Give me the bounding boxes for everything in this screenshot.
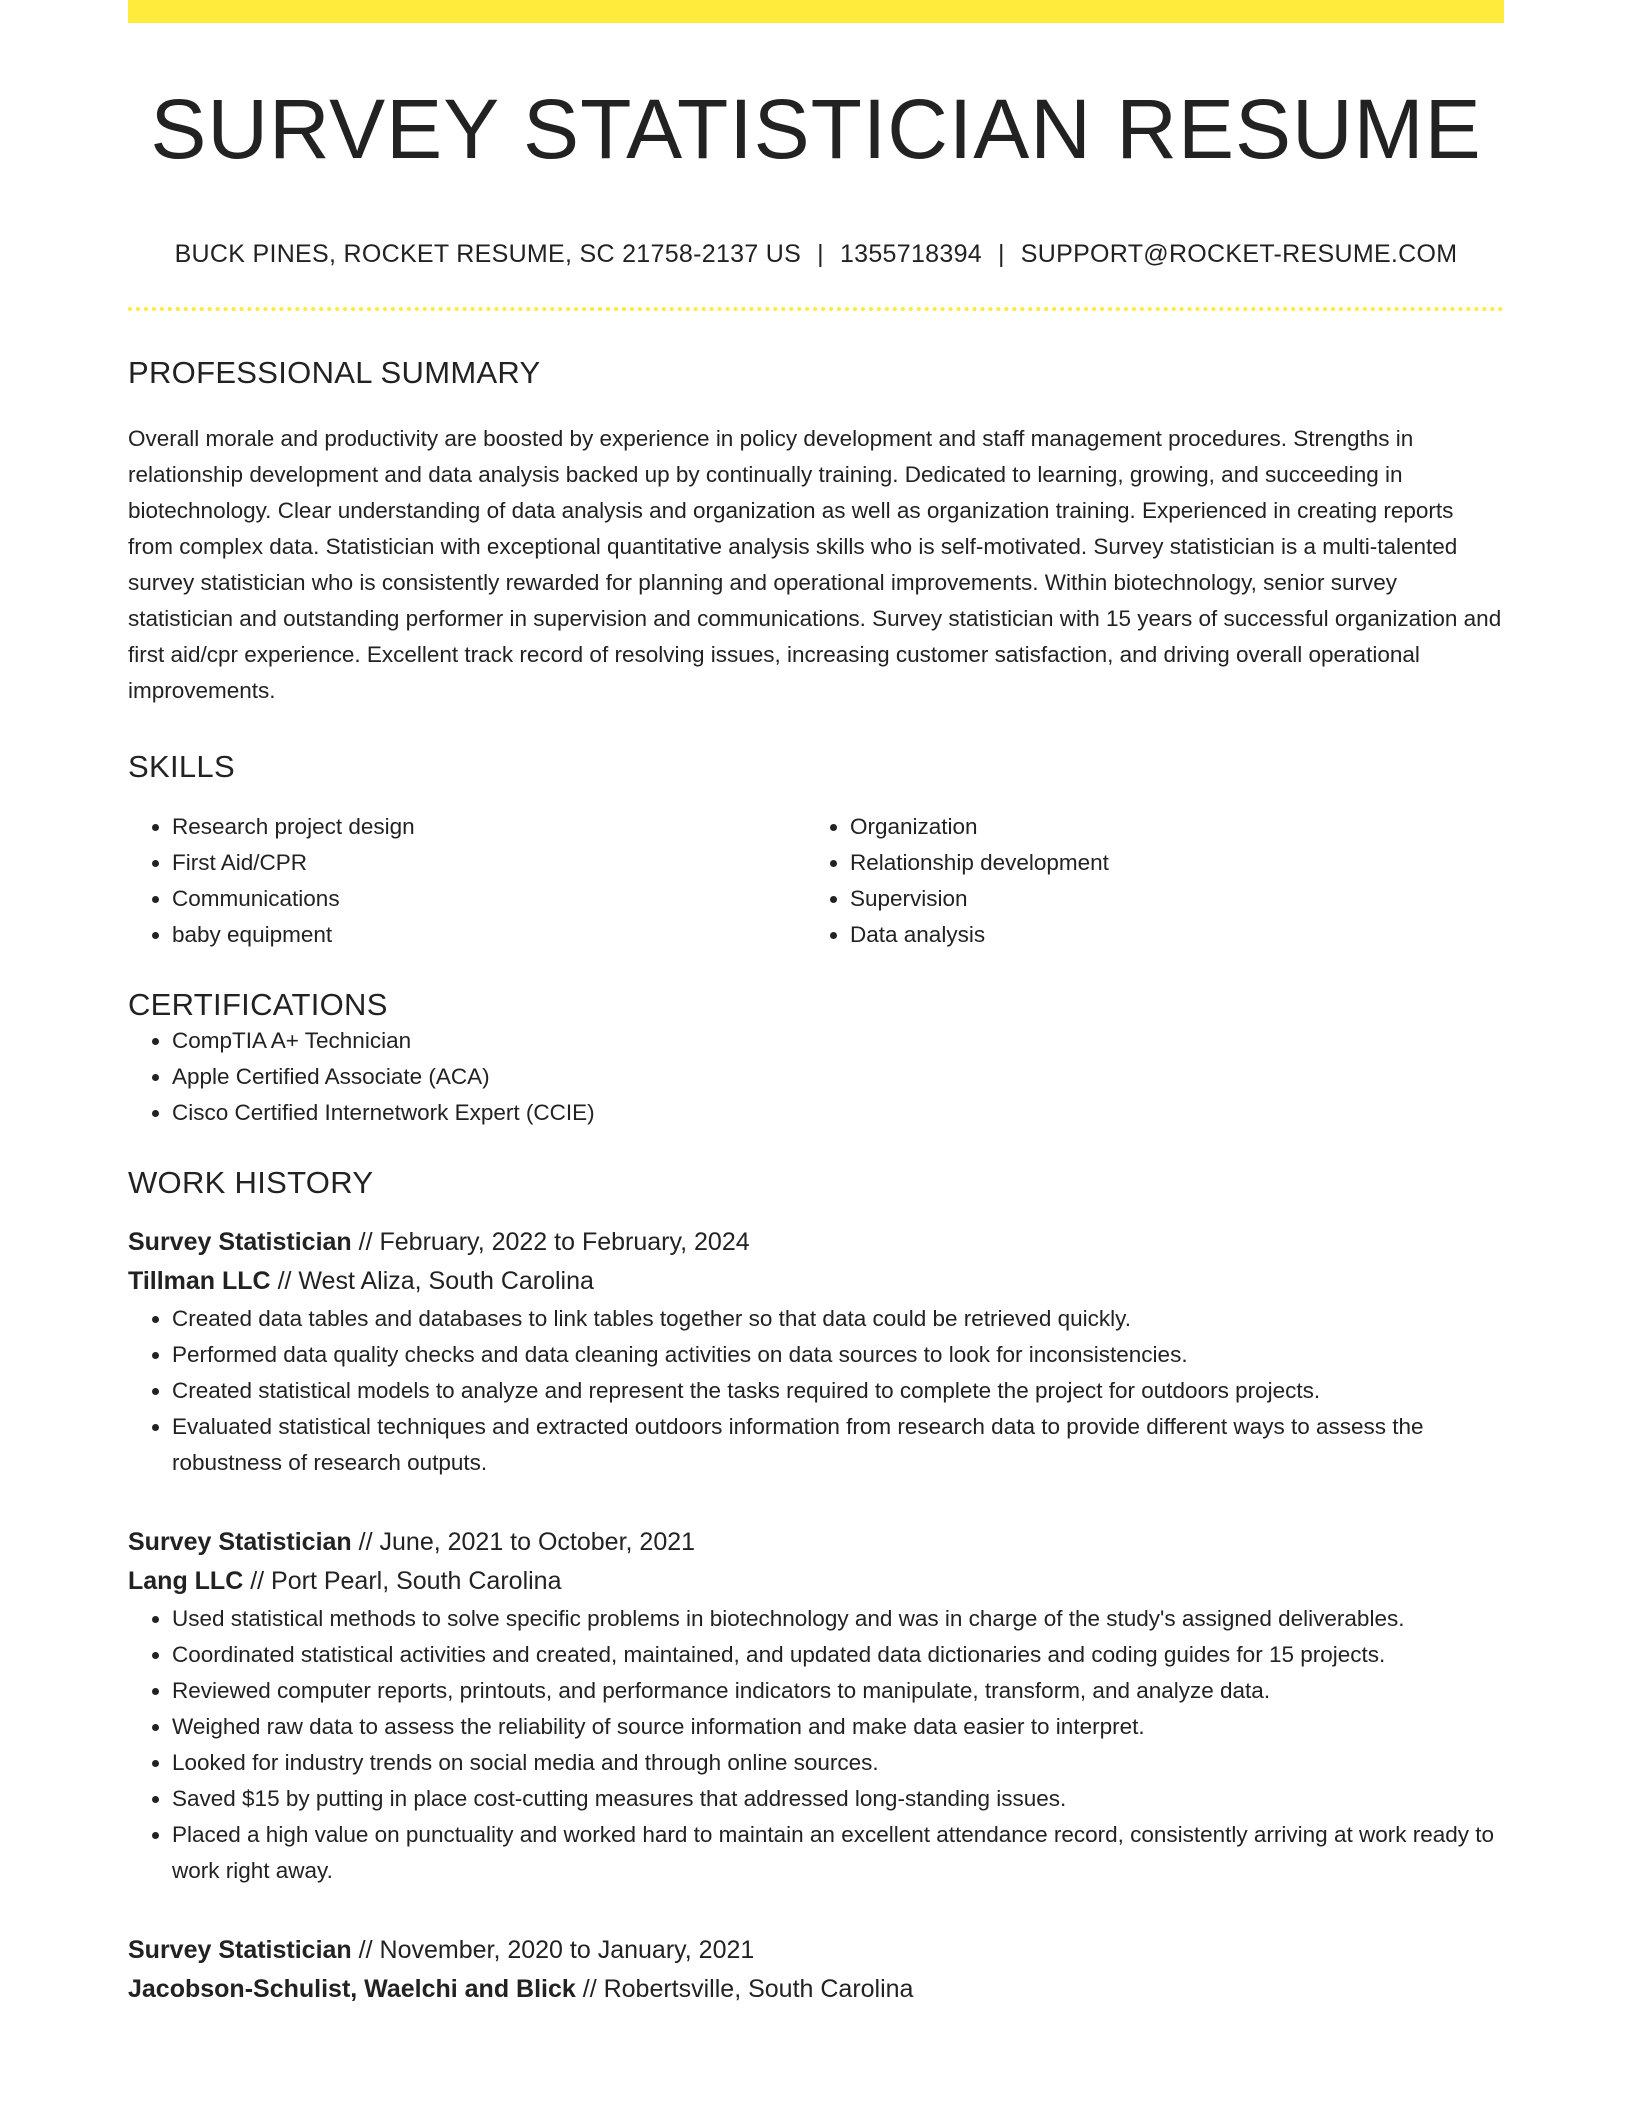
summary-heading: PROFESSIONAL SUMMARY [128, 355, 541, 391]
skill-item: • Communications [172, 881, 806, 917]
job-entry [128, 1931, 1504, 2009]
work-history-heading: WORK HISTORY [128, 1165, 374, 1201]
dotted-divider [128, 307, 1504, 311]
top-accent-bar [128, 0, 1504, 23]
summary-text: Overall morale and productivity are boosted by experience in policy development and staff management procedures. Strengths in relationship development and data analysis backed up by continually training. Dedicated to learning, growing, and succeeding in biotechnology. Clear understanding of data analysis and organization as well as organization training. Experienced in creating reports from complex data. Statistician with exceptional quantitative analysis skills who is self-motivated. Survey statistician is a multi-talented survey statistician who is consistently rewarded for planning and operational improvements. Within biotechnology, senior survey statistician and outstanding performer in supervision and communications. Survey statistician with 15 years of successful organization and first aid/cpr experience. Excellent track record of resolving issues, increasing customer satisfaction, and driving overall operational improvements. [128, 426, 1502, 704]
job-location: // West Aliza, South Carolina [277, 1267, 594, 1296]
contact-separator: | [997, 240, 1005, 269]
job-bullets [128, 1601, 1504, 1889]
contact-email: SUPPORT@ROCKET-RESUME.COM [1020, 240, 1458, 269]
skills-list-left [128, 809, 806, 953]
resume-title: SURVEY STATISTICIAN RESUME [150, 82, 1482, 176]
job-entry [128, 1523, 1504, 1889]
job-company-line [128, 1970, 1504, 2009]
skills-list-right [806, 809, 1504, 953]
job-bullet: • Weighed raw data to assess the reliability of source information and make data easier to interpret. [172, 1709, 1504, 1745]
job-bullet: • Performed data quality checks and data cleaning activities on data sources to look for inconsistencies. [172, 1337, 1504, 1373]
job-bullet: • Reviewed computer reports, printouts, and performance indicators to manipulate, transform, and analyze data. [172, 1673, 1504, 1709]
job-dates: // February, 2022 to February, 2024 [358, 1228, 750, 1257]
skill-item: • Data analysis [850, 917, 1504, 953]
contact-address: BUCK PINES, ROCKET RESUME, SC 21758-2137 US [174, 240, 802, 269]
job-company: Tillman LLC [128, 1267, 271, 1296]
job-bullet: • Placed a high value on punctuality and worked hard to maintain an excellent attendance record, consistently arriving at work ready to work right away. [172, 1817, 1504, 1889]
job-location: // Port Pearl, South Carolina [250, 1567, 562, 1596]
job-company: Lang LLC [128, 1567, 244, 1596]
job-bullet: • Coordinated statistical activities and created, maintained, and updated data dictionaries and coding guides for 15 projects. [172, 1637, 1504, 1673]
contact-separator: | [817, 240, 824, 269]
skills-grid [128, 809, 1504, 953]
skill-item: • First Aid/CPR [172, 845, 806, 881]
skill-item: • Research project design [172, 809, 806, 845]
skill-item: • Relationship development [850, 845, 1504, 881]
job-bullet: • Created statistical models to analyze and represent the tasks required to complete the project for outdoors projects. [172, 1373, 1504, 1409]
job-dates: // June, 2021 to October, 2021 [358, 1528, 696, 1557]
job-company-line [128, 1562, 1504, 1601]
job-title-line [128, 1223, 1504, 1262]
job-title: Survey Statistician [128, 1936, 352, 1965]
skill-item: • Supervision [850, 881, 1504, 917]
skills-heading: SKILLS [128, 749, 235, 785]
certification-item: • CompTIA A+ Technician [172, 1023, 1504, 1059]
job-bullet: • Evaluated statistical techniques and extracted outdoors information from research data to provide different ways to assess the robustness of research outputs. [172, 1409, 1504, 1481]
job-bullet: • Saved $15 by putting in place cost-cutting measures that addressed long-standing issues. [172, 1781, 1504, 1817]
job-bullets [128, 1301, 1504, 1481]
job-bullet: • Used statistical methods to solve specific problems in biotechnology and was in charge of the study's assigned deliverables. [172, 1601, 1504, 1637]
contact-line [128, 240, 1504, 269]
job-title: Survey Statistician [128, 1528, 352, 1557]
job-dates: // November, 2020 to January, 2021 [358, 1936, 755, 1965]
contact-phone: 1355718394 [839, 240, 982, 269]
job-entry [128, 1223, 1504, 1481]
certification-item: • Apple Certified Associate (ACA) [172, 1059, 1504, 1095]
job-bullet: • Created data tables and databases to link tables together so that data could be retrieved quickly. [172, 1301, 1504, 1337]
certifications-heading: CERTIFICATIONS [128, 987, 388, 1023]
job-company-line [128, 1262, 1504, 1301]
job-location: // Robertsville, South Carolina [582, 1975, 914, 2004]
certifications-list [128, 1023, 1504, 1131]
job-title-line [128, 1523, 1504, 1562]
resume-page [128, 0, 1504, 2009]
job-company: Jacobson-Schulist, Waelchi and Blick [128, 1975, 576, 2004]
job-title: Survey Statistician [128, 1228, 352, 1257]
job-title-line [128, 1931, 1504, 1970]
skill-item: • baby equipment [172, 917, 806, 953]
skill-item: • Organization [850, 809, 1504, 845]
certification-item: • Cisco Certified Internetwork Expert (CCIE) [172, 1095, 1504, 1131]
job-bullet: • Looked for industry trends on social media and through online sources. [172, 1745, 1504, 1781]
